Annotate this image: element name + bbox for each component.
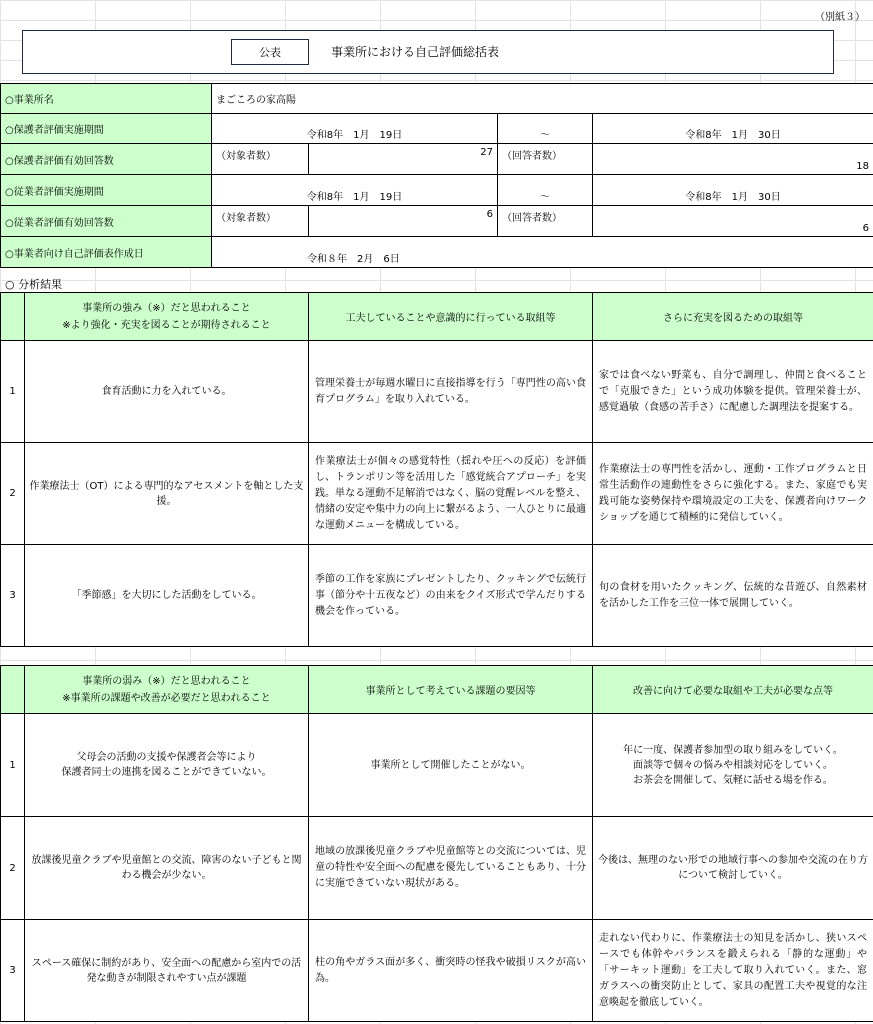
improvement-text: 家では食べない野菜も、自分で調理し、仲間と食べることで「克服できた」という成功体験を提供。管理栄養士が、感覚過敏（食感の苦手さ）に配慮した調理法を提案する。 [593, 341, 873, 443]
strength-text: 「季節感」を大切にした活動をしている。 [25, 545, 309, 647]
guardian-target-count: 27 [309, 144, 498, 175]
weaknesses-header-measures: 改善に向けて必要な取組や工夫が必要な点等 [593, 666, 873, 714]
row-number: 3 [1, 920, 25, 1022]
weakness-text: スペース確保に制約があり、安全面への配慮から室内での活発な動きが制限されやすい点が課題 [25, 920, 309, 1022]
cause-text: 柱の角やガラス面が多く、衝突時の怪我や破損リスクが高い為。 [309, 920, 593, 1022]
weaknesses-table [0, 665, 873, 1022]
analysis-heading: ○ 分析結果 [5, 278, 63, 291]
staff-period-label: ○従業者評価実施期間 [1, 175, 212, 206]
answer-count-label: （回答者数） [498, 206, 593, 237]
strengths-header-row [1, 293, 873, 341]
header-number-cell [1, 666, 25, 714]
row-number: 2 [1, 443, 25, 545]
guardian-period-to: 令和8年 1月 30日 [593, 114, 873, 144]
info-table [0, 83, 873, 268]
weaknesses-header-row [1, 666, 873, 714]
staff-target-count: 6 [309, 206, 498, 237]
measure-text: 走れない代わりに、作業療法士の知見を活かし、狭いスペースでも体幹やバランスを鍛えられる「静的な運動」や「サーキット運動」を工夫して取り入れていく。また、窓ガラスへの衝突防止として、家具の配置工夫や視覚的な注意喚起を徹底していく。 [593, 920, 873, 1022]
staff-answer-count: 6 [593, 206, 873, 237]
improvement-text: 旬の食材を用いたクッキング、伝統的な昔遊び、自然素材を活かした工作を三位一体で展開していく。 [593, 545, 873, 647]
row-number: 1 [1, 714, 25, 817]
period-tilde: ～ [498, 175, 593, 206]
table-row [1, 920, 873, 1022]
attachment-note: （別紙３） [815, 12, 865, 23]
office-label: ○事業所名 [1, 84, 212, 114]
strength-text: 食育活動に力を入れている。 [25, 341, 309, 443]
header-number-cell [1, 293, 25, 341]
guardian-period-from: 令和8年 1月 19日 [212, 114, 498, 144]
table-row [1, 443, 873, 545]
effort-text: 管理栄養士が毎週水曜日に直接指導を行う「専門性の高い食育プログラム」を取り入れている。 [309, 341, 593, 443]
table-row [1, 714, 873, 817]
staff-responses-label: ○従業者評価有効回答数 [1, 206, 212, 237]
title-box [22, 30, 834, 74]
target-count-label: （対象者数） [212, 206, 309, 237]
table-row [1, 545, 873, 647]
cause-text: 事業所として開催したことがない。 [309, 714, 593, 817]
staff-period-to: 令和8年 1月 30日 [593, 175, 873, 206]
table-row [1, 817, 873, 920]
weaknesses-header-causes: 事業所として考えている課題の要因等 [309, 666, 593, 714]
page-title: 事業所における自己評価総括表 [331, 45, 500, 59]
guardian-responses-label: ○保護者評価有効回答数 [1, 144, 212, 175]
row-number: 3 [1, 545, 25, 647]
measure-text: 年に一度、保護者参加型の取り組みをしていく。 面談等で個々の悩みや相談対応をしていく。 お茶会を開催して、気軽に話せる場を作る。 [593, 714, 873, 817]
strengths-header-improvement: さらに充実を図るための取組等 [593, 293, 873, 341]
guardian-period-label: ○保護者評価実施期間 [1, 114, 212, 144]
improvement-text: 作業療法士の専門性を活かし、運動・工作プログラムと日常生活動作の連動性をさらに強化する。また、家庭でも実践可能な姿勢保持や環境設定の工夫を、保護者向けワークショップを通じて積極的に発信していく。 [593, 443, 873, 545]
table-row [1, 341, 873, 443]
measure-text: 今後は、無理のない形での地域行事への参加や交流の在り方について検討していく。 [593, 817, 873, 920]
info-row-guardian-responses [1, 144, 873, 175]
cause-text: 地域の放課後児童クラブや児童館等との交流については、児童の特性や安全面への配慮を優先していることもあり、十分に実施できていない現状がある。 [309, 817, 593, 920]
self-eval-label: ○事業者向け自己評価表作成日 [1, 237, 212, 268]
self-eval-date: 令和８年 2月 6日 [212, 237, 873, 268]
strengths-table [0, 292, 873, 647]
effort-text: 季節の工作を家族にプレゼントしたり、クッキングで伝統行事（節分や十五夜など）の由来をクイズ形式で学んだりする機会を作っている。 [309, 545, 593, 647]
weakness-text: 父母会の活動の支援や保護者会等により 保護者同士の連携を図ることができていない。 [25, 714, 309, 817]
row-number: 1 [1, 341, 25, 443]
info-row-self-eval [1, 237, 873, 268]
office-name: まごころの家高陽 [212, 84, 873, 114]
info-row-staff-period [1, 175, 873, 206]
strengths-header-strength: 事業所の強み（※）だと思われること ※より強化・充実を図ることが期待されること [25, 293, 309, 341]
public-badge: 公表 [231, 39, 309, 65]
guardian-answer-count: 18 [593, 144, 873, 175]
staff-period-from: 令和8年 1月 19日 [212, 175, 498, 206]
info-row-staff-responses [1, 206, 873, 237]
weakness-text: 放課後児童クラブや児童館との交流、障害のない子どもと関わる機会が少ない。 [25, 817, 309, 920]
info-row-guardian-period [1, 114, 873, 144]
answer-count-label: （回答者数） [498, 144, 593, 175]
weaknesses-header-weakness: 事業所の弱み（※）だと思われること ※事業所の課題や改善が必要だと思われること [25, 666, 309, 714]
effort-text: 作業療法士が個々の感覚特性（揺れや圧への反応）を評価し、トランポリン等を活用した「感覚統合アプローチ」を実践。単なる運動不足解消ではなく、脳の覚醒レベルを整え、情緒の安定や集中力の向上に繋がるよう、一人ひとりに最適な運動メニューを構成している。 [309, 443, 593, 545]
strengths-header-efforts: 工夫していることや意識的に行っている取組等 [309, 293, 593, 341]
info-row-office [1, 84, 873, 114]
strength-text: 作業療法士（OT）による専門的なアセスメントを軸とした支援。 [25, 443, 309, 545]
row-number: 2 [1, 817, 25, 920]
period-tilde: ～ [498, 114, 593, 144]
target-count-label: （対象者数） [212, 144, 309, 175]
